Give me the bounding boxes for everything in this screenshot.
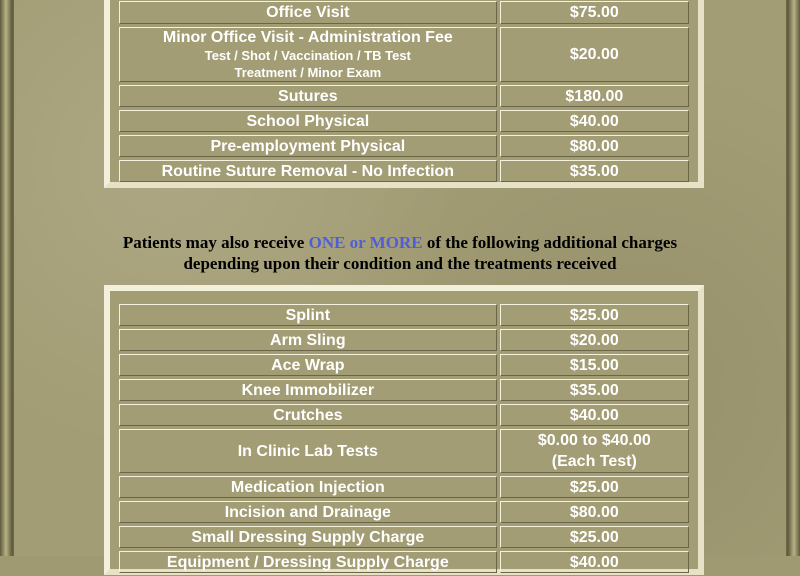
table-row <box>119 85 689 107</box>
service-price: $25.00 <box>500 526 689 548</box>
table-row <box>119 379 689 401</box>
service-detail: Treatment / Minor Exam <box>234 65 382 80</box>
table-row <box>119 329 689 351</box>
table-row <box>119 501 689 523</box>
service-price: $180.00 <box>500 85 689 107</box>
service-price: $80.00 <box>500 501 689 523</box>
service-name: Routine Suture Removal - No Infection <box>119 160 497 182</box>
service-price: $35.00 <box>500 160 689 182</box>
service-price: $40.00 <box>500 551 689 573</box>
table-row <box>119 476 689 498</box>
service-price: $15.00 <box>500 354 689 376</box>
service-name: School Physical <box>119 110 497 132</box>
service-name: Ace Wrap <box>119 354 497 376</box>
service-name: Office Visit <box>119 1 497 24</box>
note-text: depending upon their condition and the treatments received <box>183 254 617 273</box>
table-row <box>119 1 689 24</box>
service-name: Minor Office Visit - Administration Fee <box>162 29 453 46</box>
service-name: Sutures <box>119 85 497 107</box>
table-row <box>119 354 689 376</box>
fee-table-basic-panel <box>104 0 704 188</box>
service-price-note: (Each Test) <box>551 453 637 470</box>
service-price: $40.00 <box>500 110 689 132</box>
service-price-cell <box>500 429 689 473</box>
fee-table-additional <box>116 301 692 576</box>
service-name: Splint <box>119 304 497 326</box>
table-row <box>119 551 689 573</box>
service-price: $25.00 <box>500 476 689 498</box>
service-detail: Test / Shot / Vaccination / TB Test <box>204 48 411 63</box>
note-text: Patients may also receive <box>122 233 309 252</box>
page-border-left <box>0 0 14 556</box>
service-name: Pre-employment Physical <box>119 135 497 157</box>
service-price: $20.00 <box>500 27 689 82</box>
page-border-right <box>786 0 800 556</box>
service-price: $25.00 <box>500 304 689 326</box>
service-name: Equipment / Dressing Supply Charge <box>119 551 497 573</box>
fee-table-basic <box>116 0 692 185</box>
table-row <box>119 135 689 157</box>
service-price: $80.00 <box>500 135 689 157</box>
note-text: of the following additional charges <box>422 233 678 252</box>
table-row <box>119 110 689 132</box>
service-price: $75.00 <box>500 1 689 24</box>
service-cell <box>119 27 497 82</box>
service-name: In Clinic Lab Tests <box>119 429 497 473</box>
service-name: Medication Injection <box>119 476 497 498</box>
service-name: Small Dressing Supply Charge <box>119 526 497 548</box>
service-price: $0.00 to $40.00 <box>537 432 651 449</box>
table-row <box>119 429 689 473</box>
table-row <box>119 27 689 82</box>
service-name: Crutches <box>119 404 497 426</box>
table-row <box>119 160 689 182</box>
service-price: $20.00 <box>500 329 689 351</box>
table-row <box>119 526 689 548</box>
note-highlight: ONE or MORE <box>308 233 423 252</box>
service-price: $40.00 <box>500 404 689 426</box>
table-row <box>119 304 689 326</box>
service-name: Knee Immobilizer <box>119 379 497 401</box>
table-row <box>119 404 689 426</box>
service-price: $35.00 <box>500 379 689 401</box>
service-name: Incision and Drainage <box>119 501 497 523</box>
service-name: Arm Sling <box>119 329 497 351</box>
additional-charges-note <box>14 232 786 274</box>
fee-table-additional-panel <box>104 285 704 575</box>
